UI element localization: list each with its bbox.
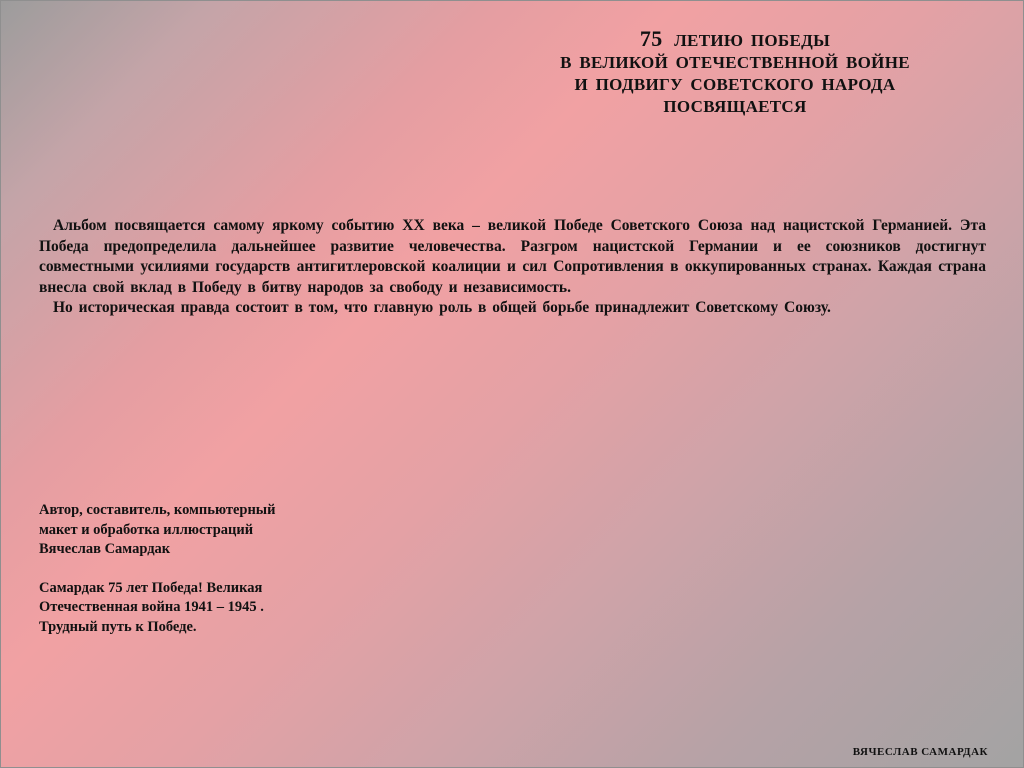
dedication-title (470, 28, 1000, 118)
intro-paragraph-2: Но историческая правда состоит в том, что главную роль в общей борьбе принадлежит Советскому Союзу. (53, 299, 831, 317)
title-line-2: В ВЕЛИКОЙ ОТЕЧЕСТВЕННОЙ ВОЙНЕ (560, 53, 910, 72)
author-block (39, 501, 275, 637)
title-line-1 (470, 28, 1000, 52)
citation-line-3: Трудный путь к Победе. (39, 618, 197, 635)
author-name: Вячеслав Самардак (39, 541, 171, 557)
citation-line-1: Самардак 75 лет Победа! Великая (39, 579, 263, 596)
intro-paragraph-1: Альбом посвящается самому яркому событию XX века – великой Победе Советского Союза над нацистской Германией. Эта Победа предопределила дальнейшее развитие человечества. Разгром нацистской Германии и ее союзников достигнут совместными усилиями государств антигитлеровской коалиции и сил Сопротивления в оккупированных странах. Каждая страна внесла свой вклад в Победу в битву народов за свободу и независимость. (39, 217, 986, 296)
citation-line-2: Отечественная война 1941 – 1945 . (39, 599, 264, 615)
footer-signature: ВЯЧЕСЛАВ САМАРДАК (852, 746, 988, 758)
title-line-1-text: ЛЕТИЮ ПОБЕДЫ (674, 31, 831, 50)
title-line-3: И ПОДВИГУ СОВЕТСКОГО НАРОДА (574, 75, 896, 94)
author-line-1: Автор, составитель, компьютерный (39, 502, 276, 518)
title-line-4: ПОСВЯЩАЕТСЯ (663, 97, 807, 116)
title-number: 75 (639, 26, 663, 51)
author-line-2: макет и обработка иллюстраций (39, 521, 254, 538)
spacer (39, 560, 275, 579)
intro-text (39, 216, 986, 319)
